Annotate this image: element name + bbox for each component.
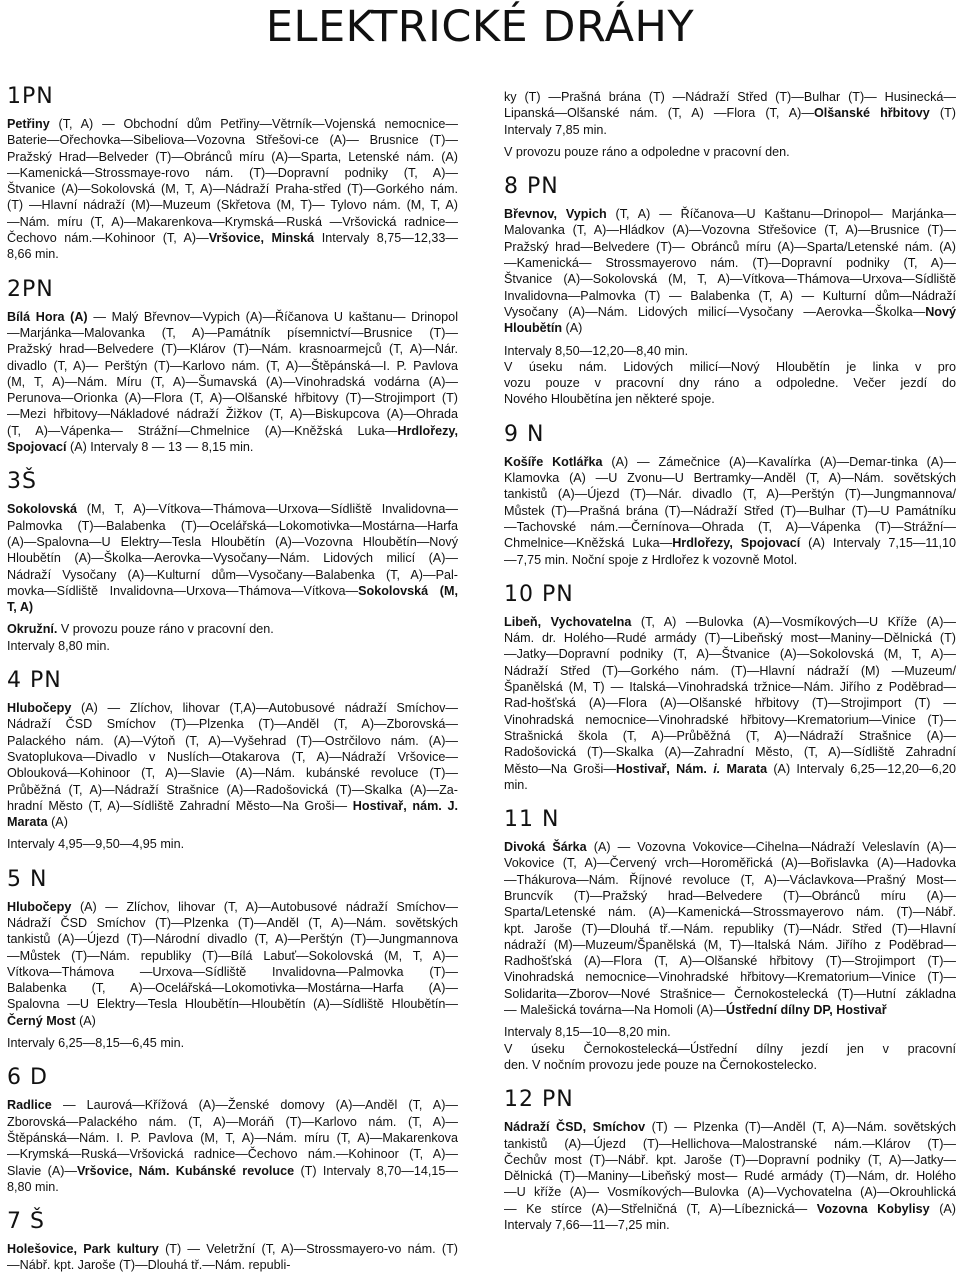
route-note: Intervaly 8,15—10—8,20 min.: [504, 1025, 671, 1040]
route-text-line: Nádraží Vysočany (A)—Kulturní dům—Vysočany—Balabenka (T, A)—Pal-: [7, 567, 458, 582]
route-text-line: —Můstek (T)—Nám. republiky (T)—Bílá Labuť—Sokolovská (M, T, A)—: [7, 948, 458, 963]
route-text-line: Solidarita—Zborov—Nové Strašnice— Černokostelecká (T)—Hutní základna: [504, 986, 956, 1001]
route-text-line: Radošovická (T)—Skalka (A)—Zahradní Město, (T, A)—Sídliště Zahradní: [504, 745, 956, 760]
route-text-line: Pražský hrad—Belvedere (T)— Obránců míru (A)—Sparta/Letenské nám. (A): [504, 239, 956, 254]
route-text-line: Bílá Hora (A) — Malý Břevnov—Vypich (A)—Říčanova U kaštanu— Drinopol: [7, 309, 458, 324]
route-text-line: ky (T) —Prašná brána (T) —Nádraží Střed (T)—Bulhar (T)— Husinecká—: [504, 90, 956, 104]
route-text-line: Marata (A): [7, 815, 68, 830]
route-text-line: Španělská (M, T) — Italská—Vinohradská tržnice—Nám. Jiřího z Poděbrad—: [504, 680, 956, 695]
route-text-line: Hloubětín (A): [504, 321, 583, 336]
route-text-line: V úseku Černokostelecká—Ústřední dílny jezdí jen v pracovní: [504, 1041, 956, 1056]
route-note: Intervaly 8,50—12,20—8,40 min.: [504, 343, 689, 358]
route-text-line: —Tachovské nám.—Černínova—Ohrada (T, A)—Vápenka (T)—Strážní—: [504, 519, 956, 534]
route-heading: 12 PN: [504, 1087, 574, 1113]
route-text-line: T, A): [7, 600, 34, 615]
route-text-line: —Jatky—Dopravní podniky (T, A)—Štvanice (A)—Sokolovská (M, T, A)—: [504, 647, 956, 662]
route-note: V provozu pouze ráno a odpoledne v pracovní den.: [504, 144, 790, 159]
route-text-line: Zborovská—Palackého nám. (T, A)—Moráň (T)—Karlovo nám. (T, A)—: [7, 1114, 458, 1129]
route-text-line: —Marjánka—Malovanka (T, A)—Památník písemnictví—Brusnice (T)—: [7, 325, 458, 340]
route-text-line: Vítkova—Thámova —Urxova—Sídliště Invalidovna—Palmovka (T)—: [7, 964, 458, 979]
route-text-line: Vinohradská nemocnice—Vinohradské hřbitovy—Krematorium—Vinice (T)—: [504, 712, 956, 727]
route-text-line: Intervaly 7,85 min.: [504, 122, 607, 137]
route-text-line: Hlubočepy (A) — Zlíchov, lihovar (T,A)—Autobusové nádraží Smíchov—: [7, 701, 458, 716]
route-heading: 1PN: [7, 84, 54, 109]
route-text-line: Sokolovská (M, T, A)—Vítkova—Thámova—Urxova—Sídliště Invalidovna—: [7, 502, 458, 517]
route-text-line: min.: [504, 777, 528, 792]
route-text-line: Štvanice (A)—Sokolovská (M, T, A)—Nádraží Praha-střed (T)—Gorkého nám.: [7, 182, 458, 197]
route-text-line: Vysočany (A)—Nám. Lidových milicí—Vysočany —Aerovka—Školka—Nový: [504, 304, 956, 319]
route-text-line: Strašnická škola (T, A)—Průběžná (T, A)—Nádraží Strašnice (A)—: [504, 728, 956, 743]
right-column: [504, 89, 956, 1233]
route-text-line: —Krymská—Ruská—Vršovická radnice—Čechovo nám.—Kohinoor (T, A)—: [7, 1147, 458, 1162]
route-text-line: Klamovka (A) —U Zvonu—U Bertramky—Anděl (T, A)—Nám. sovětských: [504, 471, 956, 486]
route-text-line: Perunova—Orionka (A)—Flora (T, A)—Olšanské hřbitovy (T)—Strojimport (T): [7, 391, 458, 406]
route-text-line: Hlubočepy (A) — Zlíchov, lihovar (T, A)—Autobusové nádraží Smíchov—: [7, 899, 458, 914]
route-text-line: —7,75 min. Noční spoje z Hrdlořez k vozovně Motol.: [504, 552, 798, 567]
route-text-line: Nádraží ČSD, Smíchov (T) — Plzenka (T)—Anděl (T, A)—Nám. sovětských: [504, 1120, 956, 1135]
route-text-line: Nového Hloubětína jen některé spoje.: [504, 392, 715, 407]
route-heading: 2PN: [7, 276, 54, 302]
route-text-line: —Nám. míru (T, A)—Makarenkova—Krymská—Ruská —Vršovická radnice—: [7, 214, 458, 229]
route-text-line: Radlice — Laurová—Křížová (A)—Ženské domovy (A)—Anděl (T, A)—: [7, 1098, 458, 1113]
route-text-line: Svatoplukova—Divadlo v Nuslích—Otakarova (T, A)—Nádraží Vršovice—: [7, 749, 458, 764]
route-text-line: 8,66 min.: [7, 247, 59, 262]
page-title: ELEKTRICKÉ DRÁHY: [265, 2, 695, 52]
route-heading: 10 PN: [504, 581, 574, 607]
route-note: Intervaly 4,95—9,50—4,95 min.: [7, 837, 185, 852]
route-text-line: divadlo (T, A)— Perštýn (T)—Karlovo nám. (T, A)—Štěpánská—I. P. Pavlova: [7, 358, 458, 373]
route-text-line: Vokovice (T, A)—Červený vrch—Horoměřická (A)—Bořislavka (A)—Hadovka: [504, 856, 956, 871]
route-text-line: tankistů (A)—Újezd (T)—Hellichova—Malostranské nám.—Klárov (T)—: [504, 1136, 956, 1151]
route-text-line: (T) —Hlavní nádraží (M)—Muzeum (Skřetova (M, T)— Tylovo nám. (M, T, A): [7, 198, 458, 213]
route-text-line: Slavie (A)—Vršovice, Nám. Kubánské revoluce (T) Intervaly 8,70—14,15—: [7, 1163, 458, 1178]
route-text-line: hradní Město (T, A)—Sídliště Zahradní Město—Na Groši— Hostivař, nám. J.: [7, 798, 458, 813]
route-text-line: V úseku nám. Lidových milicí—Nový Hloubětín je linka v pro: [504, 359, 956, 374]
route-text-line: Můstek (T)—Prašná brána (T)—Nádraží Střed (T)—Bulhar (T)—U Památníku: [504, 503, 956, 518]
route-text-line: (T, A)—Vápenka— Strážní—Chmelnice (A)—Kněžská Luka—Hrdlořezy,: [7, 423, 458, 438]
route-text-line: — Malešická továrna—Na Homoli (A)—Ústřední dílny DP, Hostivař: [504, 1003, 887, 1018]
route-text-line: Dělnická (T)—Maniny—Libeňský most— Rudé armády (T)—Nám, dr. Holého: [504, 1169, 956, 1184]
route-text-line: movka—Sídliště Invalidovna—Urxova—Thámova—Vítkova—Sokolovská (M,: [7, 583, 458, 598]
route-text-line: Radhošťská (A)—Flora (T, A)—Olšanské hřbitovy (T)—Strojimport (T)—: [504, 954, 956, 969]
route-text-line: Palackého nám. (A)—Výtoň (T, A)—Vyšehrad (T)—Ostrčilovo nám. (A)—: [7, 733, 458, 748]
route-note: Okružní. V provozu pouze ráno v pracovní den.: [7, 622, 274, 637]
route-text-line: Bruncvík (T)—Pražský hrad—Belvedere (T)—Obránců míru (A)—: [504, 888, 956, 903]
route-text-line: kpt. Jaroše (T)—Dlouhá tř.—Nám. republiky (T)—Nádr. Střed (T)—Hlavní: [504, 921, 956, 936]
route-text-line: Čechovo nám.—Kohinoor (T, A)—Vršovice, Minská Intervaly 8,75—12,33—: [7, 231, 458, 246]
route-heading: 4 PN: [7, 668, 62, 694]
route-heading: 8 PN: [504, 174, 559, 200]
route-text-line: Holešovice, Park kultury (T) — Veletržní (T, A)—Strossmayero-vo nám. (T): [7, 1242, 458, 1257]
route-text-line: Hloubětín (A)—Školka—Aerovka—Vysočany—Nám. Lidových milicí (A)—: [7, 551, 458, 566]
route-text-line: —Nábř. kpt. Jaroše (T)—Dlouhá tř.—Nám. republi-: [7, 1258, 291, 1273]
route-text-line: Petřiny (T, A) — Obchodní dům Petřiny—Větrník—Vojenská nemocnice—: [7, 117, 458, 131]
route-text-line: — Ke stírce (A)—Střelničná (T, A)—Líbeznická— Vozovna Kobylisy (A): [504, 1201, 956, 1216]
route-text-line: Nádraží Střed (T)—Gorkého nám. (T)—Hlavní nádraží (M) —Muzeum/: [504, 663, 956, 678]
route-text-line: Košíře Kotlářka (A) — Zámečnice (A)—Kavalírka (A)—Demar-tinka (A)—: [504, 454, 956, 469]
route-text-line: Nám. dr. Holého—Rudé armády (T)—Libeňský most—Maniny—Dělnická (T): [504, 631, 956, 646]
route-text-line: Invalidovna—Palmovka (T) — Balabenka (T, A) — Kulturní dům—Nádraží: [504, 288, 956, 303]
route-text-line: Město—Na Groši—Hostivař, Nám. i. Marata (A) Intervaly 6,25—12,20—6,20: [504, 761, 956, 776]
route-heading: 3Š: [7, 469, 37, 495]
route-text-line: tankistů (A)—Újezd (T)—Národní divadlo (T, A)—Perštýn (T)—Jungmannova: [7, 932, 458, 947]
route-text-line: Oblouková—Kohinoor (T, A)—Slavie (A)—Nám. kubánské revoluce (T)—: [7, 766, 458, 781]
route-text-line: —Kamenická—Strossmaye-rovo nám. (T)—Dopravní podniky (T, A)—: [7, 165, 458, 180]
route-text-line: Vinohradská nemocnice—Vinohradské hřbitovy—Krematorium—Vinice (T)—: [504, 970, 956, 985]
route-heading: 5 N: [7, 866, 48, 892]
route-text-line: nádraží (M)—Muzeum/Španělská (M, T)—Italská Nám. Jiřího z Poděbrad—: [504, 937, 956, 952]
route-text-line: Divoká Šárka (A) — Vozovna Vokovice—Cihelna—Nádraží Veleslavín (A)—: [504, 840, 956, 855]
route-text-line: Pražský hrad—Belvedere (T)—Klárov (T)—Nám. krasnoarmejců (T, A)—Nár.: [7, 342, 458, 357]
route-text-line: —Thákurova—Nám. Říjnové revoluce (T, A)—Václavkova—Prašný Most—: [504, 872, 956, 887]
route-heading: 6 D: [7, 1065, 48, 1091]
route-text-line: Chmelnice—Kněžská Luka—Hrdlořezy, Spojovací (A) Intervaly 7,15—11,10: [504, 536, 956, 551]
route-note: Intervaly 6,25—8,15—6,45 min.: [7, 1036, 185, 1051]
route-text-line: Lipanská—Olšanské nám. (T, A) —Flora (T, A)—Olšanské hřbitovy (T): [504, 106, 956, 121]
route-text-line: vozu pouze v pracovní dny ráno a odpoledne. Večer jezdí do: [504, 376, 956, 391]
route-text-line: (M, T, A)—Nám. Míru (T, A)—Šumavská (A)—Vinohradská vodárna (A)—: [7, 374, 458, 389]
route-text-line: 8,80 min.: [7, 1179, 59, 1194]
route-text-line: Palmovka (T)—Balabenka (T)—Ocelářská—Lokomotivka—Mostárna—Harfa: [7, 518, 458, 533]
route-text-line: Nádraží ČSD Smíchov (T)—Plzenka (T)—Anděl (T, A)—Zborovská—: [7, 717, 458, 732]
route-text-line: —Mezi hřbitovy—Nákladové nádraží Žižkov (T, A)—Biskupcova (A)—Ohrada: [7, 407, 458, 422]
route-text-line: —U kříže (A)— Vosmíkových—Bulovka (A)—Vychovatelna (A)—Okrouhlická: [504, 1185, 956, 1200]
route-text-line: Libeň, Vychovatelna (T, A) —Bulovka (A)—Vosmíkových—U Kříže (A)—: [504, 614, 956, 629]
route-text-line: Nádraží ČSD Smíchov (T)—Plzenka (T)—Anděl (T, A)—Nám. sovětských: [7, 915, 458, 930]
route-text-line: Štěpánská—Nám. I. P. Pavlova (M, T, A)—Nám. míru (T, A)—Makarenkova: [7, 1130, 458, 1145]
route-text-line: Spalovna —U Elektry—Tesla Hloubětín—Hloubětín (A)—Sídliště Hloubětín—: [7, 997, 458, 1012]
route-text-line: Pražský Hrad—Belveder (T)—Obránců míru (A)—Sparta, Letenské nám. (A): [7, 149, 458, 164]
route-text-line: Černý Most (A): [7, 1013, 96, 1028]
route-heading: 7 Š: [7, 1209, 45, 1235]
left-column: [7, 84, 458, 1274]
route-text-line: (A)—Spalovna—U Elektry—Tesla Hloubětín (A)—Vozovna Hloubětín—Nový: [7, 534, 458, 549]
route-text-line: Spojovací (A) Intervaly 8 — 13 — 8,15 min.: [7, 440, 254, 455]
route-text-line: Průběžná (T, A)—Nádraží Strašnice (A)—Radošovická (T)—Skalka (A)—Za-: [7, 782, 458, 797]
route-text-line: tankistů (A)—Újezd (T)—Nár. divadlo (T, A)—Perštýn (T)—Jungmannova/: [504, 487, 956, 502]
route-text-line: Sparta/Letenské nám. (A)—Kamenická—Strossmayerovo nám. (T)—Nábř.: [504, 905, 956, 920]
route-text-line: Baterie—Ořechovka—Sibeliova—Vozovna Střešovi-ce (A)— Brusnice (T)—: [7, 133, 458, 148]
route-text-line: Rad-hošťská (A)—Flora (A)—Olšanské hřbitovy (T)—Strojimport (T) —: [504, 696, 956, 711]
route-text-line: Intervaly 7,66—11—7,25 min.: [504, 1218, 670, 1233]
route-text-line: den. V nočním provozu jede pouze na Černokostelecko.: [504, 1057, 817, 1072]
route-text-line: Štvanice (A)—Sokolovská (M, T, A)—Vítkova—Thámova—Urxova—Sídliště: [504, 272, 956, 287]
route-heading: 11 N: [504, 807, 560, 833]
route-text-line: —Kamenická— Strossmayerovo nám. (T)—Dopravní podniky (T, A)—: [504, 256, 956, 271]
route-note: Intervaly 8,80 min.: [7, 638, 110, 653]
route-text-line: Čechův most (T)—Nábř. kpt. Jaroše (T)—Dopravní podniky (T, A)—Jatky—: [504, 1152, 956, 1167]
route-text-line: Malovanka (T, A)—Hládkov (A)—Vozovna Střešovice (T, A)—Brusnice (T)—: [504, 223, 956, 238]
route-text-line: Břevnov, Vypich (T, A) — Říčanova—U Kaštanu—Drinopol— Marjánka—: [504, 207, 956, 222]
route-heading: 9 N: [504, 421, 545, 447]
route-text-line: Balabenka (T, A)—Ocelářská—Lokomotivka—Mostárna—Harfa (A)—: [7, 981, 458, 996]
